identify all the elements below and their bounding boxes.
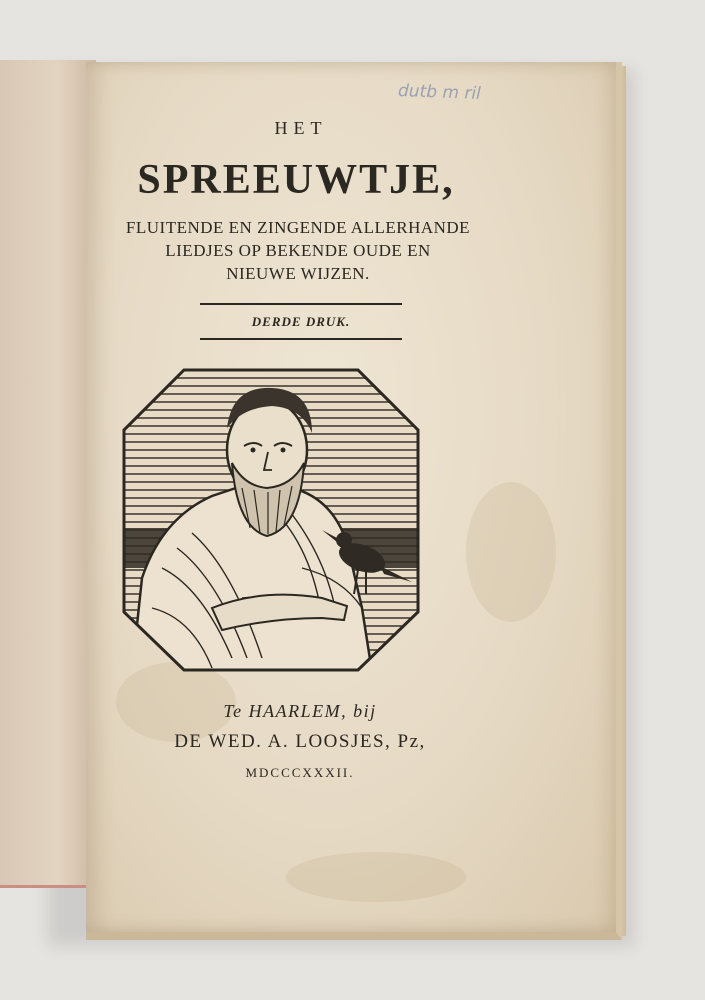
imprint-place: Te HAARLEM, bij — [223, 701, 377, 721]
subtitle-line-2: LIEDJES OP BEKENDE OUDE EN — [165, 241, 431, 260]
edition-label: DERDE DRUK. — [251, 314, 351, 329]
book-title: SPREEUWTJE, — [137, 157, 455, 203]
imprint-year: MDCCCXXXII. — [245, 765, 355, 780]
paper-stain — [286, 852, 466, 902]
rule-top — [200, 303, 402, 305]
imprint-publisher: DE WED. A. LOOSJES, Pz, — [174, 731, 426, 752]
rule-bottom — [200, 338, 402, 340]
pencil-annotation: dutb m ril — [397, 81, 482, 104]
book-back-cover — [0, 60, 96, 888]
title-prefix: HET — [274, 118, 328, 138]
subtitle-line-3: NIEUWE WIJZEN. — [226, 264, 370, 283]
paper-stain — [466, 482, 556, 622]
subtitle-line-1: FLUITENDE EN ZINGENDE ALLERHANDE — [125, 218, 471, 237]
woodcut-illustration — [122, 368, 420, 672]
